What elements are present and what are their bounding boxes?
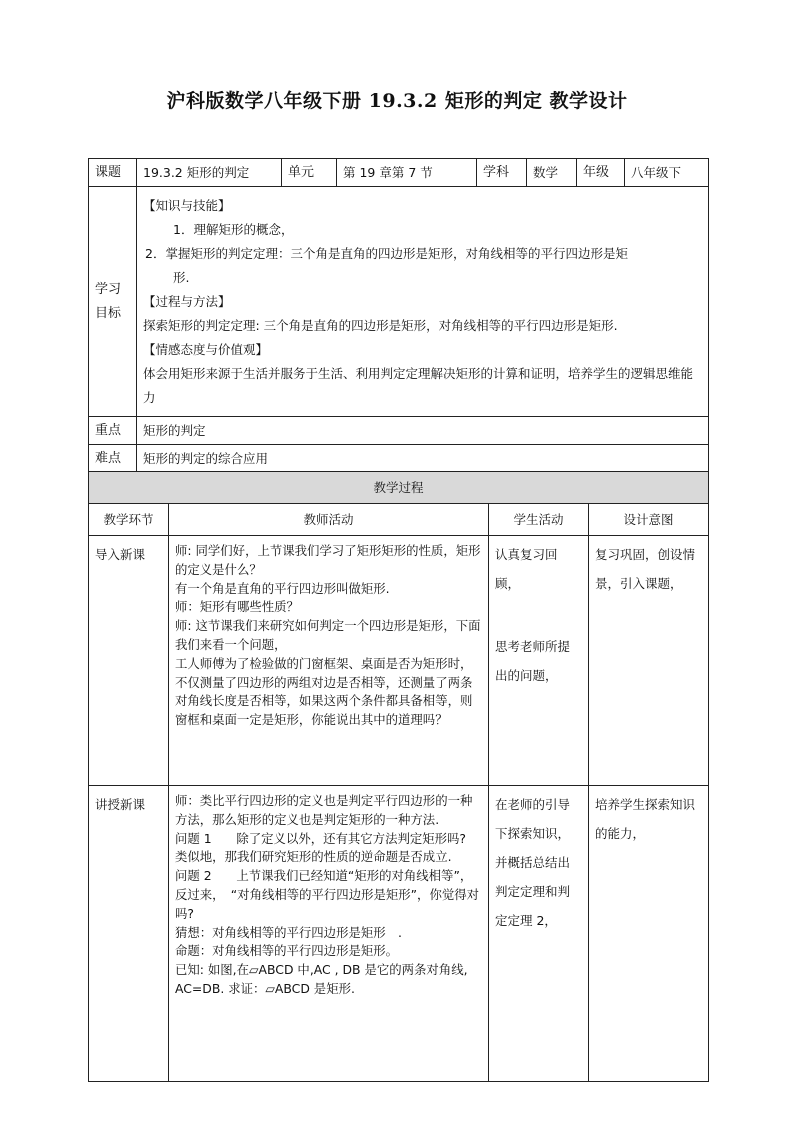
difficulty-value: 矩形的判定的综合应用	[137, 445, 709, 473]
document-title: 沪科版数学八年级下册 19.3.2 矩形的判定 教学设计	[166, 90, 628, 112]
difficulty-label: 难点	[89, 445, 137, 473]
topic-label: 课题	[89, 159, 137, 187]
intro-student-2: 思考老师所提出的问题，	[495, 639, 571, 683]
teaching-process-table	[88, 471, 709, 1082]
header-design: 设计意图	[589, 504, 709, 536]
teach-teacher-line: 问题 1 除了定义以外，还有其它方法判定矩形吗?	[175, 830, 466, 846]
teach-teacher	[169, 786, 489, 1082]
intro-design: 复习巩固，创设情景，引入课题，	[589, 536, 709, 786]
info-row	[89, 159, 709, 187]
intro-teacher	[169, 536, 489, 786]
knowledge-item-1: 1．理解矩形的概念，	[173, 221, 294, 237]
intro-teacher-line: 工人师傅为了检验做的门窗框架、桌面是否为矩形时，不仅测量了四边形的两组对边是否相等，还测量了两条对角线长度是否相等，如果这两个条件都具备相等，则窗框和桌面一定是矩形，你能说出其中的道理吗？	[175, 655, 473, 728]
key-point-label: 重点	[89, 417, 137, 445]
intro-teacher-line: 师: 这节课我们来研究如何判定一个四边形是矩形，下面我们来看一个问题，	[175, 618, 481, 652]
intro-row	[89, 536, 709, 786]
subject-label: 学科	[477, 159, 527, 187]
intro-student	[489, 536, 589, 786]
header-stage: 教学环节	[89, 504, 169, 536]
objectives-content	[137, 187, 709, 417]
key-point-row	[89, 417, 709, 445]
unit-label: 单元	[282, 159, 337, 187]
intro-teacher-line: 有一个角是直角的平行四边形叫做矩形.	[175, 580, 390, 596]
subject-value: 数学	[527, 159, 577, 187]
intro-student-1: 认真复习回顾，	[495, 547, 558, 591]
grade-value: 八年级下	[625, 159, 709, 187]
knowledge-heading: 【知识与技能】	[143, 197, 231, 213]
teach-stage: 讲授新课	[89, 786, 169, 1082]
knowledge-item-2a: 2．掌握矩形的判定定理：三个角是直角的四边形是矩形，对角线相等的平行四边形是矩	[145, 245, 628, 261]
key-point-value: 矩形的判定	[137, 417, 709, 445]
header-student: 学生活动	[489, 504, 589, 536]
teach-row	[89, 786, 709, 1082]
teach-design: 培养学生探索知识的能力，	[589, 786, 709, 1082]
emotion-heading: 【情感态度与价值观】	[143, 341, 269, 357]
objectives-row	[89, 187, 709, 417]
knowledge-item-2b: 形.	[173, 269, 190, 285]
teach-teacher-line: 猜想：对角线相等的平行四边形是矩形 .	[175, 924, 402, 940]
process-title: 教学过程	[89, 472, 709, 504]
intro-teacher-line: 师: 同学们好，上节课我们学习了矩形矩形的性质，矩形的定义是什么？	[175, 543, 481, 577]
intro-teacher-line: 师：矩形有哪些性质？	[175, 599, 299, 615]
teach-teacher-line: 问题 2 上节课我们已经知道“矩形的对角线相等”，反过来， “对角线相等的平行四边形是矩形”，你觉得对吗?	[175, 868, 480, 921]
process-item: 探索矩形的判定定理: 三个角是直角的四边形是矩形，对角线相等的平行四边形是矩形.	[143, 317, 618, 333]
header-teacher: 教师活动	[169, 504, 489, 536]
teach-teacher-line: 师：类比平行四边形的定义也是判定平行四边形的一种方法，那么矩形的定义也是判定矩形的一种方法.	[175, 793, 473, 827]
emotion-item: 体会用矩形来源于生活并服务于生活、利用判定定理解决矩形的计算和证明，培养学生的逻辑思维能力	[143, 365, 694, 405]
teach-teacher-line: 命题：对角线相等的平行四边形是矩形。	[175, 943, 399, 959]
process-heading: 【过程与方法】	[143, 293, 231, 309]
objectives-label: 学习 目标	[89, 187, 137, 417]
teach-teacher-line: 类似地，那我们研究矩形的性质的逆命题是否成立.	[175, 849, 452, 865]
unit-value: 第 19 章第 7 节	[337, 159, 477, 187]
lesson-info-table	[88, 158, 709, 473]
intro-stage: 导入新课	[89, 536, 169, 786]
teach-student: 在老师的引导下探索知识，并概括总结出判定定理和判定定理 2，	[489, 786, 589, 1082]
difficulty-row	[89, 445, 709, 473]
process-header-row	[89, 504, 709, 536]
grade-label: 年级	[577, 159, 625, 187]
teach-teacher-line: 已知: 如图,在▱ABCD 中,AC , DB 是它的两条对角线, AC=DB. 求证：▱ABCD 是矩形.	[175, 962, 468, 996]
topic-value: 19.3.2 矩形的判定	[137, 159, 282, 187]
